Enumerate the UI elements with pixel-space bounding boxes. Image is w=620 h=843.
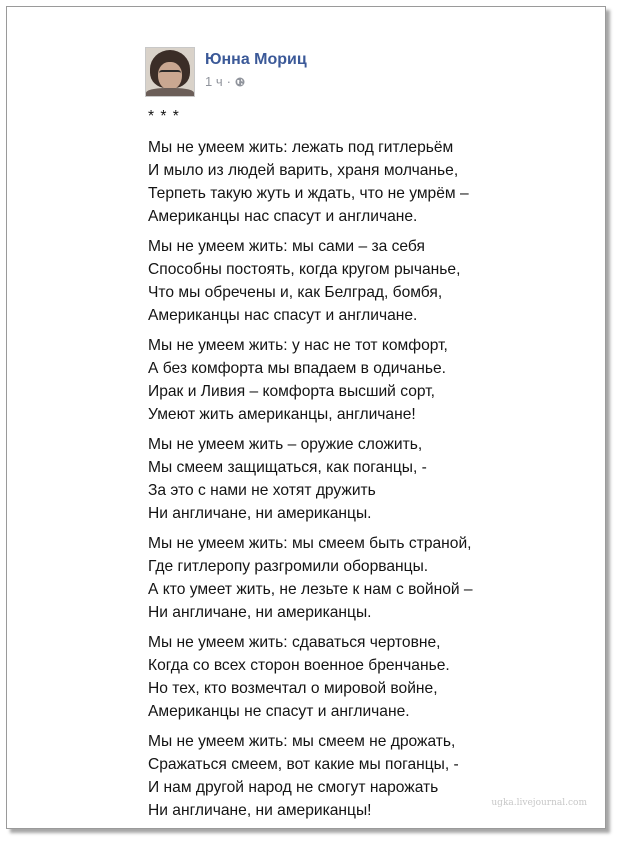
poem-line: Но тех, кто возмечтал о мировой войне, [148,680,438,697]
poem-stanza [148,433,588,525]
poem-line: Мы не умеем жить: мы сами – за себя [148,238,425,255]
poem-line: Мы не умеем жить: мы смеем быть страной, [148,535,472,552]
poem-line: Мы не умеем жить: у нас не тот комфорт, [148,337,448,354]
poem-stanza [148,334,588,426]
poem-line: А без комфорта мы впадаем в одичанье. [148,360,446,377]
post-header [145,47,307,97]
watermark: ugka.livejournal.com [491,798,587,808]
poem-line: А кто умеет жить, не лезьте к нам с войной – [148,581,473,598]
poem-line: За это с нами не хотят дружить [148,482,376,499]
poem-line: Мы не умеем жить – оружие сложить, [148,436,423,453]
poem-line: Мы смеем защищаться, как поганцы, - [148,459,427,476]
poem-line: Ни англичане, ни американцы. [148,505,372,522]
poem-line: И нам другой народ не смогут нарожать [148,779,439,796]
globe-icon[interactable] [235,77,245,87]
poem-line: И мыло из людей варить, храня молчанье, [148,162,459,179]
avatar[interactable] [145,47,195,97]
meta-separator: · [226,74,231,89]
poem-line: Ирак и Ливия – комфорта высший сорт, [148,383,435,400]
poem-line: Терпеть такую жуть и ждать, что не умрём – [148,185,469,202]
post-timestamp[interactable]: 1 ч [205,74,223,89]
poem-line: Мы не умеем жить: лежать под гитлерьём [148,139,454,156]
poem-stanza [148,235,588,327]
poem-stanza [148,136,588,228]
poem-line: Способны постоять, когда кругом рычанье, [148,261,461,278]
poem-line: Мы не умеем жить: сдаваться чертовне, [148,634,441,651]
poem-line: Американцы нас спасут и англичане. [148,208,418,225]
poem-line: Что мы обречены и, как Белград, бомбя, [148,284,443,301]
post-text [148,105,588,829]
poem-stanza [148,730,588,822]
poem-line: Где гитлеропу разгромили оборванцы. [148,558,429,575]
post-meta [205,47,307,89]
poem-line: Ни англичане, ни американцы. [148,604,372,621]
poem-line: Когда со всех сторон военное бренчанье. [148,657,450,674]
poem-line: Умеют жить американцы, англичане! [148,406,416,423]
poem-line: Американцы нас спасут и англичане. [148,307,418,324]
poem-stanza [148,631,588,723]
poem-stanza [148,532,588,624]
post-subline [205,74,307,89]
poem-line: Ни англичане, ни американцы! [148,802,372,819]
poem-line: Американцы не спасут и англичане. [148,703,410,720]
poem-line: Мы не умеем жить: мы смеем не дрожать, [148,733,456,750]
poem-line: Сражаться смеем, вот какие мы поганцы, - [148,756,459,773]
author-name-link[interactable]: Юнна Мориц [205,51,307,68]
poem-ornament: * * * [148,108,180,125]
post-card [6,6,606,829]
